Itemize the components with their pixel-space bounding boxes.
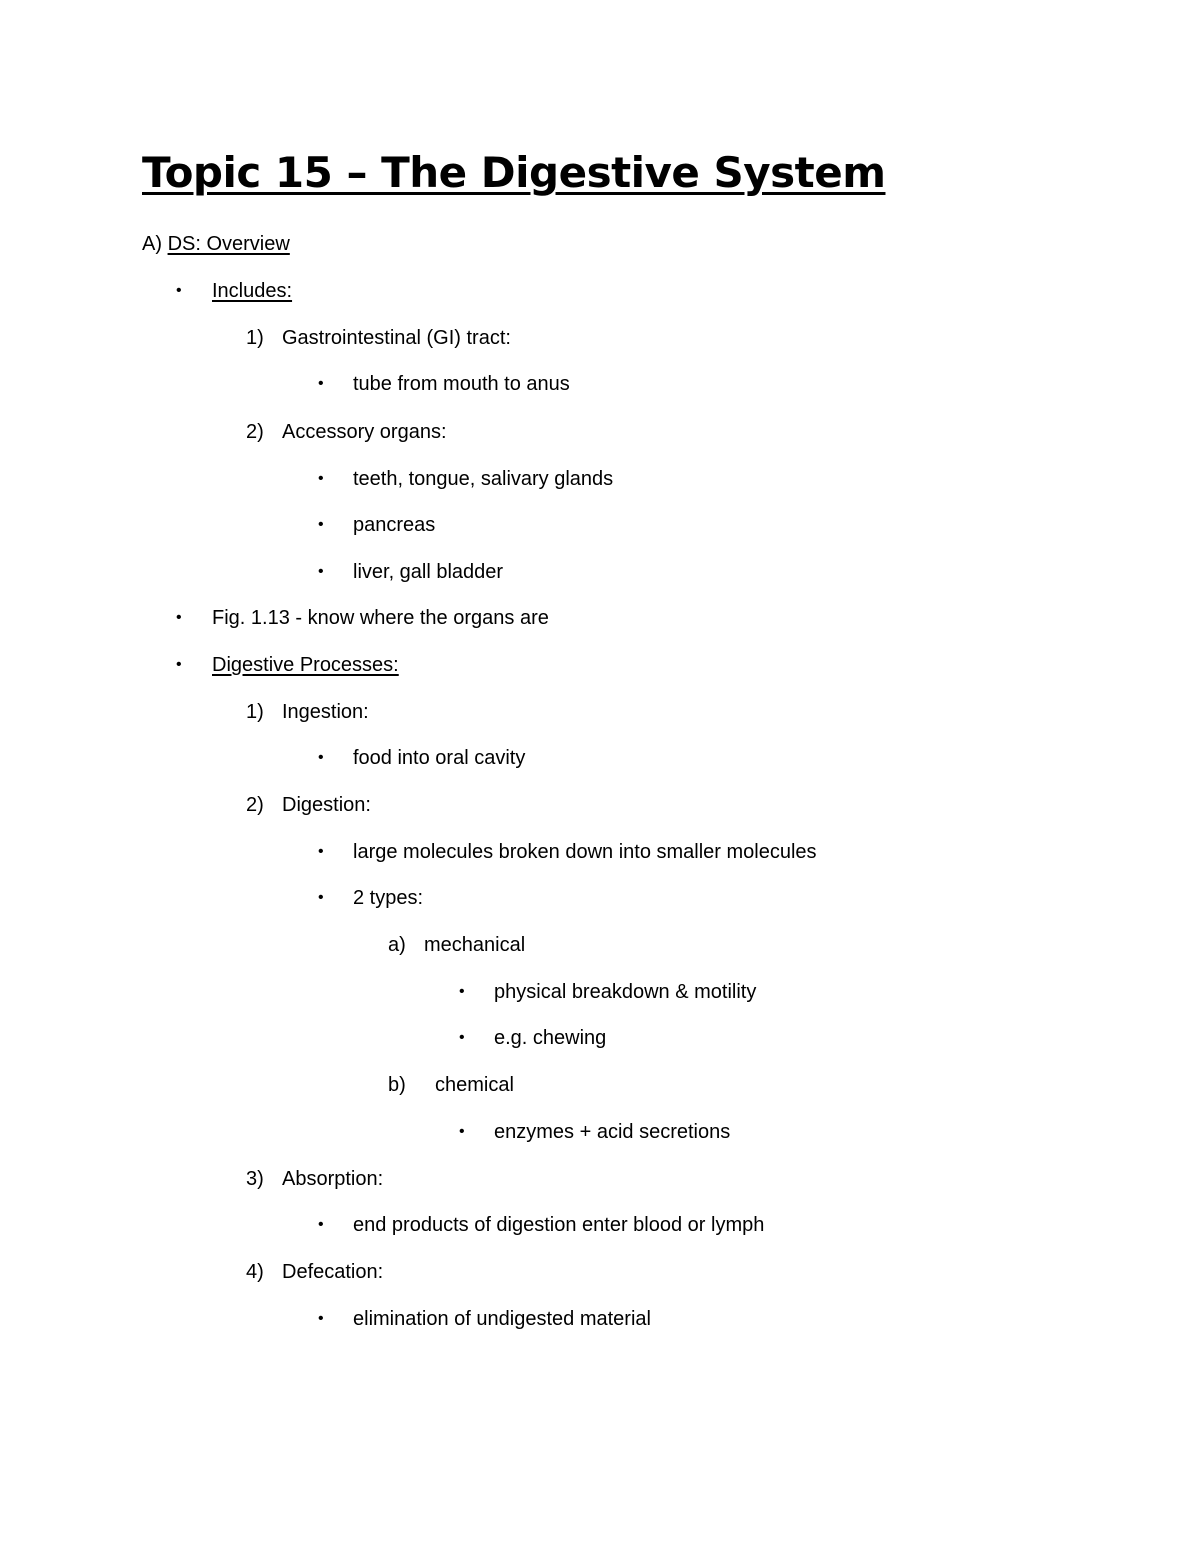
list-item: liver, gall bladder	[353, 561, 504, 583]
list-item: food into oral cavity	[353, 747, 526, 769]
list-item: teeth, tongue, salivary glands	[353, 468, 614, 490]
list-item-fig: Fig. 1.13 - know where the organs are	[212, 607, 549, 629]
list-item-includes: Includes:	[212, 280, 293, 302]
list-item: pancreas	[353, 514, 436, 536]
list-item: e.g. chewing	[494, 1027, 607, 1049]
list-item: elimination of undigested material	[353, 1308, 651, 1330]
bullet-icon: •	[176, 656, 182, 673]
list-item-accessory-organs: Accessory organs:	[282, 421, 447, 443]
bullet-icon: •	[176, 609, 182, 626]
bullet-icon: •	[318, 1216, 324, 1233]
list-item-gi-tract: Gastrointestinal (GI) tract:	[282, 327, 511, 349]
list-item-ingestion: Ingestion:	[282, 701, 369, 723]
list-item: end products of digestion enter blood or lymph	[353, 1214, 765, 1236]
bullet-icon: •	[318, 470, 324, 487]
section-heading	[142, 232, 290, 256]
bullet-icon: •	[459, 1123, 465, 1140]
list-item: physical breakdown & motility	[494, 981, 757, 1003]
section-heading-text: DS: Overview	[167, 233, 290, 255]
list-number: 2)	[246, 421, 264, 443]
list-letter: b)	[388, 1074, 406, 1096]
list-number: 4)	[246, 1261, 264, 1283]
list-item: 2 types:	[353, 887, 424, 909]
list-item-mechanical: mechanical	[424, 934, 526, 956]
bullet-icon: •	[318, 516, 324, 533]
bullet-icon: •	[318, 749, 324, 766]
page-title: Topic 15 – The Digestive System	[142, 148, 886, 197]
bullet-icon: •	[318, 563, 324, 580]
list-number: 3)	[246, 1168, 264, 1190]
list-item: enzymes + acid secretions	[494, 1121, 731, 1143]
list-number: 2)	[246, 794, 264, 816]
bullet-icon: •	[318, 843, 324, 860]
section-prefix: A)	[142, 233, 162, 255]
bullet-icon: •	[459, 1029, 465, 1046]
list-number: 1)	[246, 327, 264, 349]
list-item: large molecules broken down into smaller molecules	[353, 841, 817, 863]
bullet-icon: •	[318, 889, 324, 906]
list-number: 1)	[246, 701, 264, 723]
list-item-digestive-processes: Digestive Processes:	[212, 654, 399, 676]
list-item-absorption: Absorption:	[282, 1168, 384, 1190]
list-item: tube from mouth to anus	[353, 373, 570, 395]
bullet-icon: •	[318, 375, 324, 392]
bullet-icon: •	[176, 282, 182, 299]
list-item-chemical: chemical	[435, 1074, 514, 1096]
bullet-icon: •	[459, 983, 465, 1000]
list-letter: a)	[388, 934, 406, 956]
list-item-digestion: Digestion:	[282, 794, 371, 816]
list-item-defecation: Defecation:	[282, 1261, 384, 1283]
bullet-icon: •	[318, 1310, 324, 1327]
